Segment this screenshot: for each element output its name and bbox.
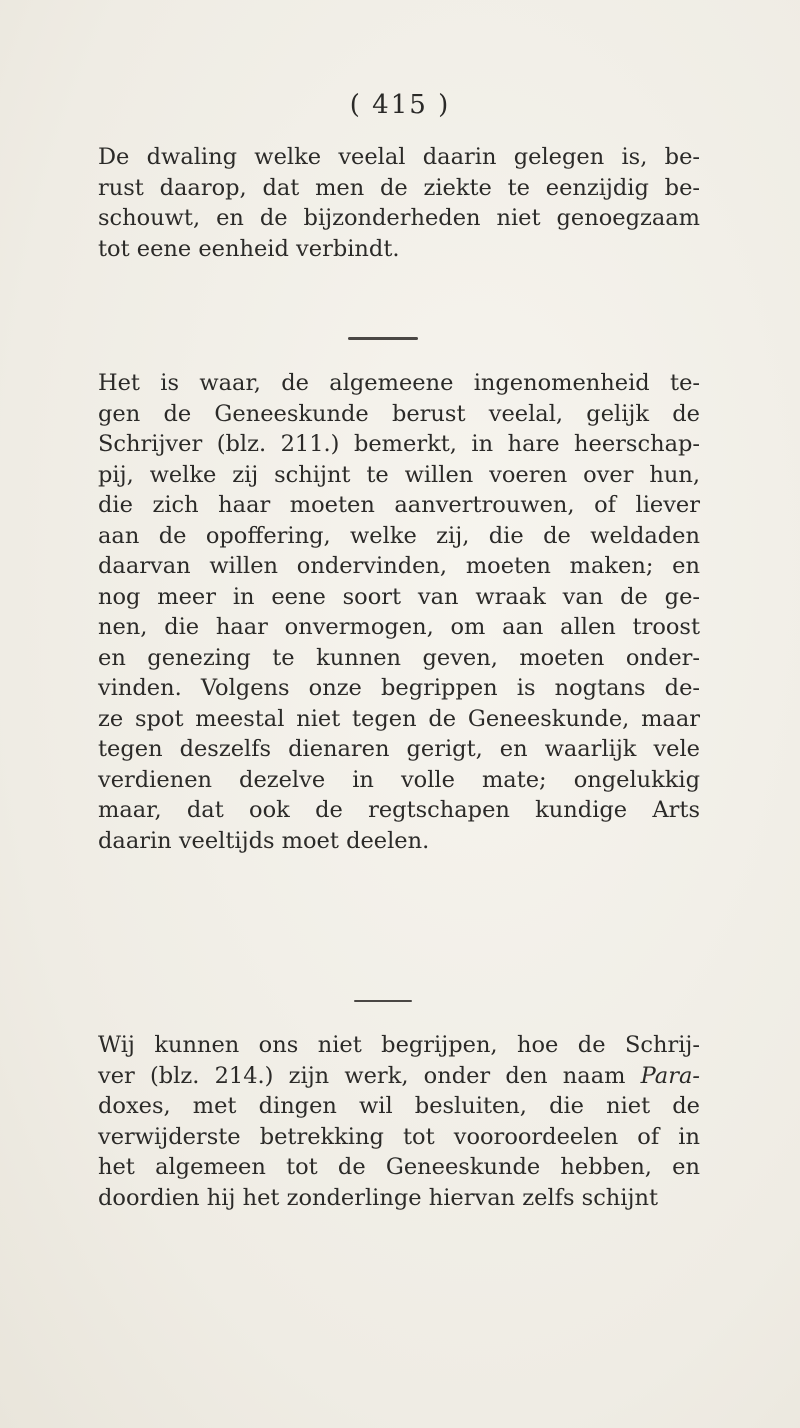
text-line: doxes, met dingen wil besluiten, die niet de [98,1093,700,1119]
text-line: daarvan willen ondervinden, moeten maken; en [98,553,700,579]
text-line: tegen deszelfs dienaren gerigt, en waarlijk vele [98,736,700,762]
text-line: ze spot meestal niet tegen de Geneeskunde, maar [98,705,700,732]
text-line-part: ver (blz. 214.) zijn werk, onder den naam [98,1062,626,1089]
text-line: nen, die haar onvermogen, om aan allen troost [98,614,700,640]
paragraph-1 [98,142,700,264]
text-line: aan de opoffering, welke zij, die de weldaden [98,522,700,549]
text-line: en genezing te kunnen geven, moeten onder- [98,644,700,671]
paragraph-3 [98,1030,700,1213]
italic-word: Para- [640,1062,700,1089]
text-line: vinden. Volgens onze begrippen is nogtans de- [98,675,700,701]
text-line: nog meer in eene soort van wraak van de ge- [98,583,700,610]
text-line: verdienen dezelve in volle mate; ongelukkig [98,766,700,793]
text-line: die zich haar moeten aanvertrouwen, of liever [98,492,700,518]
section-divider [354,1000,412,1002]
text-line: pij, welke zij schijnt te willen voeren over hun, [98,461,700,488]
text-line: Wij kunnen ons niet begrijpen, hoe de Schrij- [98,1032,700,1058]
text-line: De dwaling welke veelal daarin gelegen is, be- [98,144,700,170]
text-line: Schrijver (blz. 211.) bemerkt, in hare heerschap- [98,431,700,457]
paragraph-2 [98,368,700,856]
text-line: maar, dat ook de regtschapen kundige Arts [98,797,700,823]
text-line [98,1061,700,1092]
text-line: verwijderste betrekking tot vooroordeelen of in [98,1123,700,1150]
section-divider [348,337,418,340]
text-line: gen de Geneeskunde berust veelal, gelijk de [98,400,700,427]
page-number: ( 415 ) [349,90,451,120]
text-line: schouwt, en de bijzonderheden niet genoegzaam [98,205,700,231]
text-line: het algemeen tot de Geneeskunde hebben, en [98,1154,700,1180]
text-line: Het is waar, de algemeene ingenomenheid te- [98,370,700,396]
text-line: rust daarop, dat men de ziekte te eenzijdig be- [98,174,700,201]
text-line: doordien hij het zonderlinge hiervan zelfs schijnt [98,1184,659,1211]
text-line: daarin veeltijds moet deelen. [98,827,430,854]
text-line: tot eene eenheid verbindt. [98,235,400,262]
